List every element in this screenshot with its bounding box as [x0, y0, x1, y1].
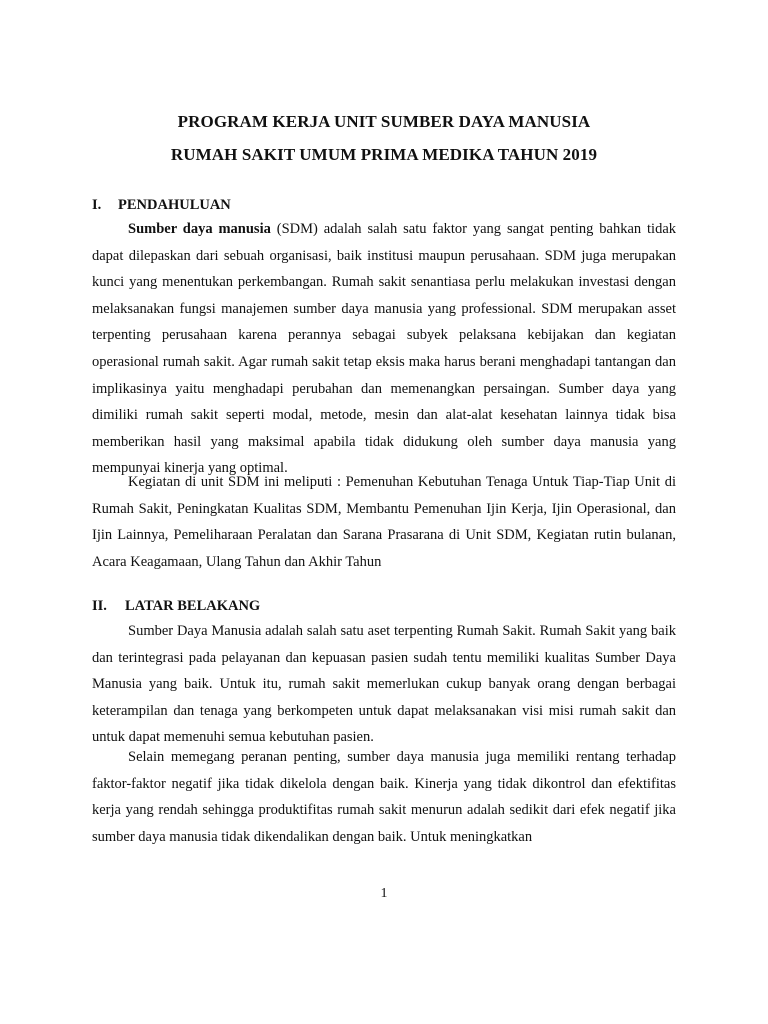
paragraph: [92, 469, 676, 575]
paragraph: [92, 216, 676, 482]
section-heading-latar-belakang: [92, 598, 260, 615]
paragraph-lead-term: Sumber daya manusia: [128, 221, 271, 237]
section-title: LATAR BELAKANG: [125, 598, 261, 614]
section-number: I.: [92, 197, 102, 213]
section-heading-pendahuluan: [92, 197, 231, 214]
page-number: 1: [380, 886, 388, 901]
document-title-line-2: RUMAH SAKIT UMUM PRIMA MEDIKA TAHUN 2019: [170, 145, 598, 164]
paragraph: [92, 618, 676, 751]
document-title-line-1: PROGRAM KERJA UNIT SUMBER DAYA MANUSIA: [177, 112, 591, 131]
paragraph: [92, 744, 676, 850]
paragraph-text: Selain memegang peranan penting, sumber daya manusia juga memiliki rentang terhadap faktor-faktor negatif jika tidak dikelola dengan baik. Kinerja yang tidak dikontrol dan efektifitas kerja yang rendah sehingga produktifitas rumah sakit menurun adalah sedikit dari efek negatif jika sumber daya manusia tidak dikendalikan dengan baik. Untuk meningkatkan: [92, 749, 676, 845]
paragraph-text: (SDM) adalah salah satu faktor yang sangat penting bahkan tidak dapat dilepaskan dari sebuah organisasi, baik institusi maupun perusahaan. SDM juga merupakan kunci yang menentukan perkembangan. Rumah sakit senantiasa perlu melakukan investasi dengan melaksanakan fungsi manajemen sumber daya manusia yang professional. SDM merupakan asset terpenting perusahaan karena perannya sebagai subyek pelaksana kebijakan dan kegiatan operasional rumah sakit. Agar rumah sakit tetap eksis maka harus berani menghadapi tantangan dan implikasinya yaitu menghadapi perubahan dan memenangkan persaingan. Sumber daya yang dimiliki rumah sakit seperti modal, metode, mesin dan alat-alat kesehatan lainnya tidak bisa memberikan hasil yang maksimal apabila tidak didukung oleh sumber daya manusia yang mempunyai kinerja yang optimal.: [92, 221, 677, 477]
paragraph-text: Sumber Daya Manusia adalah salah satu aset terpenting Rumah Sakit. Rumah Sakit yang baik dan terintegrasi pada pelayanan dan kepuasan pasien sudah tentu memiliki kualitas Sumber Daya Manusia yang baik. Untuk itu, rumah sakit memerlukan cukup banyak orang dengan berbagai keterampilan dan tenaga yang berkompeten untuk dapat melaksanakan visi misi rumah sakit dan untuk dapat memenuhi semua kebutuhan pasien.: [92, 623, 676, 746]
section-title: PENDAHULUAN: [118, 197, 231, 213]
paragraph-text: Kegiatan di unit SDM ini meliputi : Pemenuhan Kebutuhan Tenaga Untuk Tiap-Tiap Unit di Rumah Sakit, Peningkatan Kualitas SDM, Membantu Pemenuhan Ijin Kerja, Ijin Operasional, dan Ijin Lainnya, Pemeliharaan Peralatan dan Sarana Prasarana di Unit SDM, Kegiatan rutin bulanan, Acara Keagamaan, Ulang Tahun dan Akhir Tahun: [92, 474, 676, 570]
section-number: II.: [92, 598, 107, 614]
